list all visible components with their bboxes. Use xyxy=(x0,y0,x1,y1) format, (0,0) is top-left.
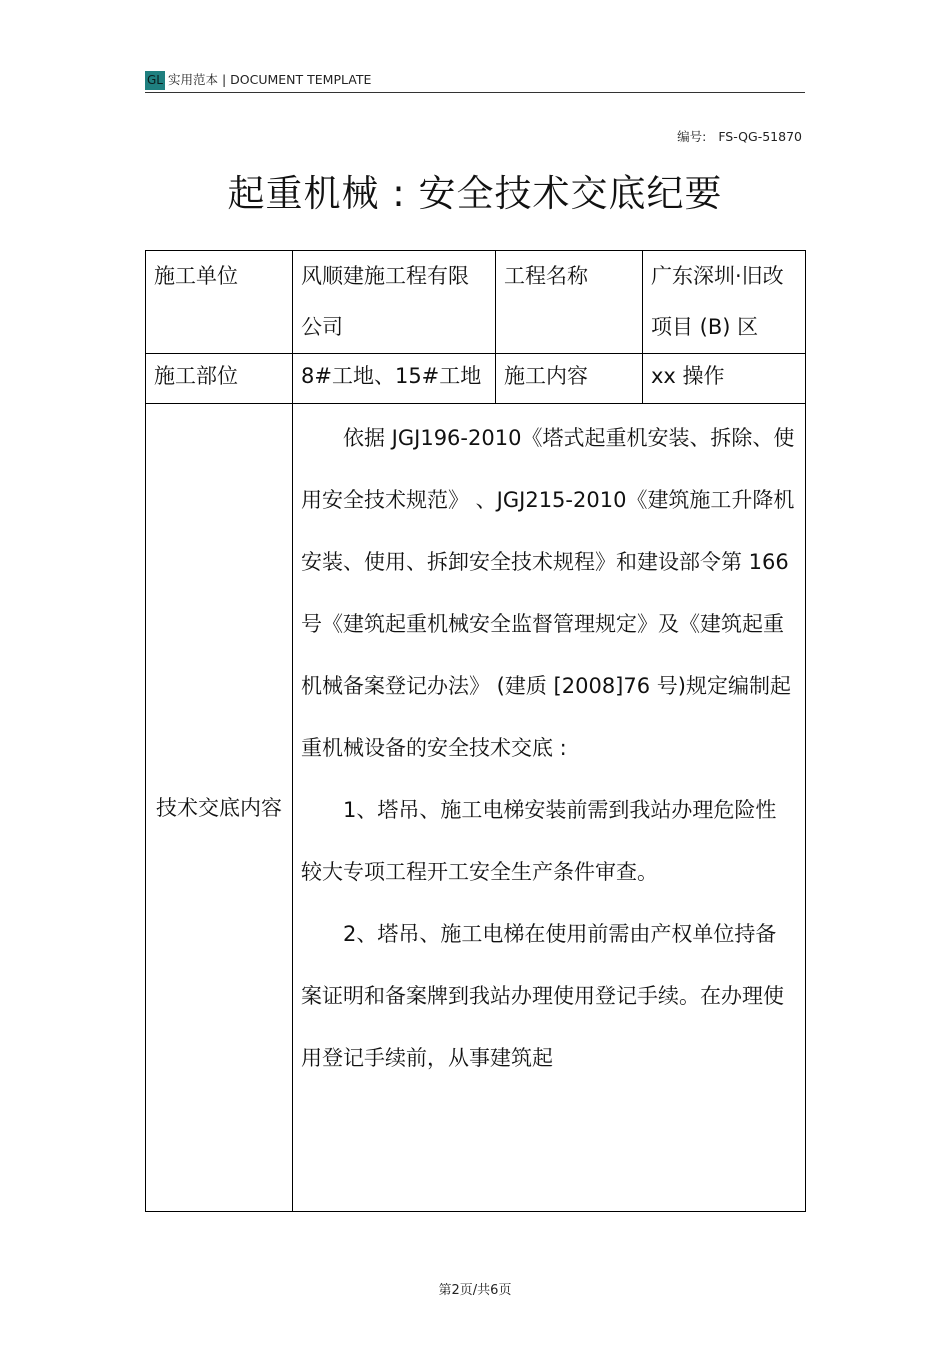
label-technical-briefing: 技术交底内容 xyxy=(146,404,293,1212)
value-construction-content: xx 操作 xyxy=(643,354,806,404)
page-number: 第2页/共6页 xyxy=(438,1283,512,1298)
header-title: 实用范本 | DOCUMENT TEMPLATE xyxy=(168,72,372,87)
document-title: 起重机械 : 安全技术交底纪要 xyxy=(227,172,723,215)
briefing-paragraph: 依据 JGJ196-2010《塔式起重机安装、拆除、使用安全技术规范》 、JGJ215-2010《建筑施工升降机安装、使用、拆卸安全技术规程》和建设部令第 166 号《建筑起重机械安全监督管理规定》及《建筑起重机械备案登记办法》 (建质 [2008]76 号)规定编制起重机械设备的安全技术交底 : xyxy=(301,426,795,760)
document-number-value: FS-QG-51870 xyxy=(718,129,802,144)
value-project-name: 广东深圳·旧改项目 (B) 区 xyxy=(643,251,806,354)
briefing-paragraph: 1、塔吊、施工电梯安装前需到我站办理危险性较大专项工程开工安全生产条件审查。 xyxy=(301,798,777,884)
value-construction-unit: 风顺建施工程有限公司 xyxy=(293,251,496,354)
value-construction-location: 8#工地、15#工地 xyxy=(293,354,496,404)
briefing-paragraph: 2、塔吊、施工电梯在使用前需由产权单位持备案证明和备案牌到我站办理使用登记手续。在办理使用登记手续前，从事建筑起 xyxy=(301,922,784,1070)
page-header xyxy=(145,70,805,92)
label-project-name: 工程名称 xyxy=(496,251,643,354)
label-construction-content: 施工内容 xyxy=(496,354,643,404)
header-rule xyxy=(145,92,805,93)
document-number-label: 编号: xyxy=(677,129,707,144)
table-row xyxy=(146,404,806,1212)
gl-logo: GL xyxy=(145,71,165,90)
briefing-table xyxy=(145,250,806,1212)
document-number xyxy=(677,127,802,145)
technical-briefing-content xyxy=(293,404,806,1212)
table-row xyxy=(146,251,806,354)
table-row xyxy=(146,354,806,404)
label-construction-location: 施工部位 xyxy=(146,354,293,404)
label-construction-unit: 施工单位 xyxy=(146,251,293,354)
